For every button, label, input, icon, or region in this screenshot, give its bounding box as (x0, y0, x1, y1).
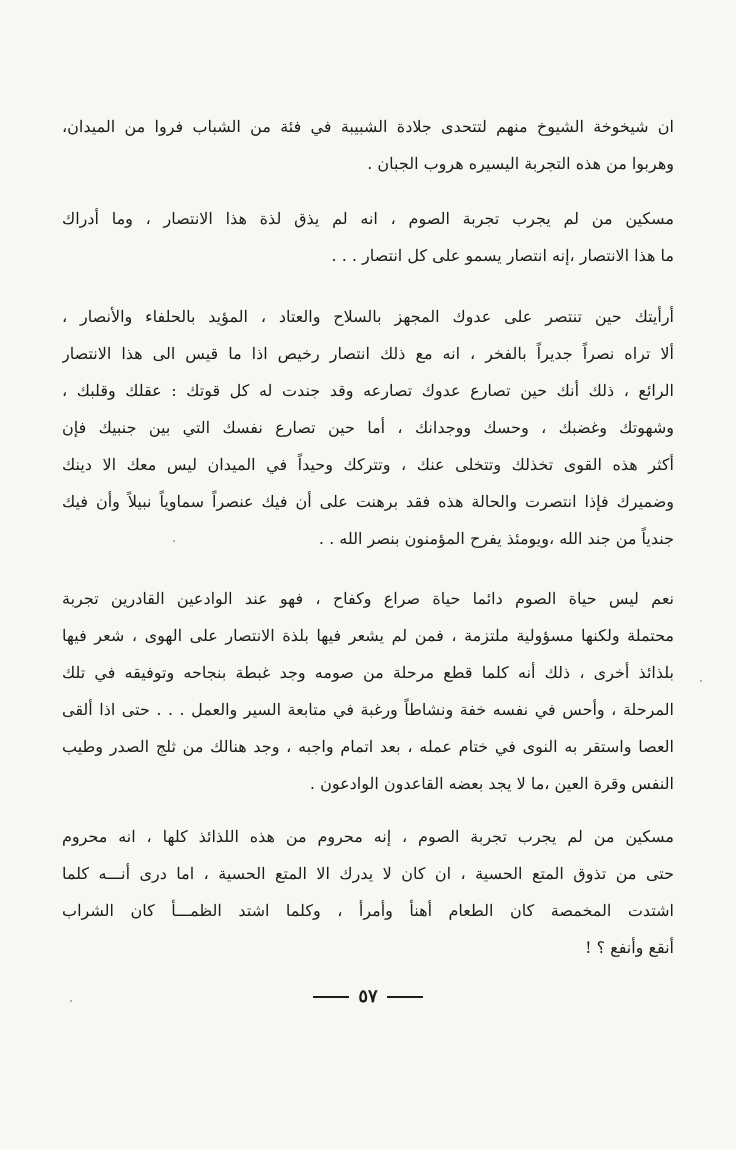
paragraph-4 (62, 580, 674, 802)
text-line: نعم ليس حياة الصوم دائما حياة صراع وكفاح ، فهو عند الوادعين القادرين تجربة (62, 589, 674, 608)
text-line: ان شيخوخة الشيوخ منهم لتتحدى جلادة الشبيبة في فئة من الشباب فروا من الميدان، (62, 117, 674, 136)
text-line: النفس وقرة العين ،ما لا يجد بعضه القاعدون الوادعون . (309, 774, 674, 793)
text-line: محتملة ولكنها مسؤولية ملتزمة ، فمن لم يشعر فيها بلذة الانتصار على الهوى ، شعر فيها (62, 626, 674, 645)
text-line: وضميرك فإذا انتصرت والحالة هذه فقد برهنت على أن فيك عنصراً سماوياً نبيلاً وأن فيك (62, 492, 674, 511)
text-line: أرأيتك حين تنتصر على عدوك المجهز بالسلاح والعتاد ، المؤيد بالحلفاء والأنصار ، (62, 307, 674, 326)
text-line: اشتدت المخمصة كان الطعام أهنأ وأمرأ ، وكلما اشتد الظمـــأ كان الشراب (62, 901, 674, 920)
paragraph-2 (62, 200, 674, 274)
text-line: مسكين من لم يجرب تجربة الصوم ، انه لم يذق لذة هذا الانتصار ، وما أدراك (62, 209, 674, 228)
text-line: أنقع وأنفع ؟ ! (585, 938, 674, 957)
text-line: وشهوتك وغضبك ، وحسك ووجدانك ، أما حين تصارع نفسك التي بين جنبيك فإن (62, 418, 674, 437)
page-number (0, 982, 736, 1012)
paragraph-3 (62, 298, 674, 557)
text-line: ألا تراه نصراً جديراً بالفخر ، انه مع ذلك انتصار رخيص اذا ما قيس الى هذا الانتصار (62, 344, 674, 363)
scan-speck (70, 1000, 72, 1002)
paragraph-5 (62, 818, 674, 966)
text-line: المرحلة ، وأحس في نفسه خفة ونشاطاً ورغبة في متابعة السير والعمل . . . حتى اذا ألقى (62, 700, 674, 719)
scan-speck (173, 540, 175, 542)
page-number-value: ٥٧ (358, 986, 378, 1007)
text-line: بلذائذ أخرى ، ذلك أنه كلما قطع مرحلة من صومه وجد غبطة بنجاحه وتوفيقه في تلك (62, 663, 674, 682)
paragraph-1 (62, 108, 674, 182)
text-line: وهربوا من هذه التجربة اليسيره هروب الجبان . (367, 154, 674, 173)
text-line: حتى من تذوق المتع الحسية ، ان كان لا يدرك الا المتع الحسية ، اما درى أنـــه كلما (62, 864, 674, 883)
dash-left (313, 996, 349, 998)
text-line: مسكين من لم يجرب تجربة الصوم ، إنه محروم من هذه اللذائذ كلها ، انه محروم (62, 827, 674, 846)
text-line: ما هذا الانتصار ،إنه انتصار يسمو على كل انتصار . . . (331, 246, 674, 265)
text-line: أكثر هذه القوى تخذلك وتتخلى عنك ، وتتركك وحيداً في الميدان ليس معك الا دينك (62, 455, 674, 474)
text-line: جندياً من جند الله ،ويومئذ يفرح المؤمنون بنصر الله . . (318, 529, 674, 548)
scan-speck (700, 680, 702, 682)
text-line: العصا واستقر به النوى في ختام عمله ، بعد اتمام واجبه ، وجد هنالك من ثلج الصدر وطيب (62, 737, 674, 756)
dash-right (387, 996, 423, 998)
text-line: الرائع ، ذلك أنك حين تصارع عدوك تصارعه وقد جندت له كل قوتك : عقلك وقلبك ، (62, 381, 674, 400)
